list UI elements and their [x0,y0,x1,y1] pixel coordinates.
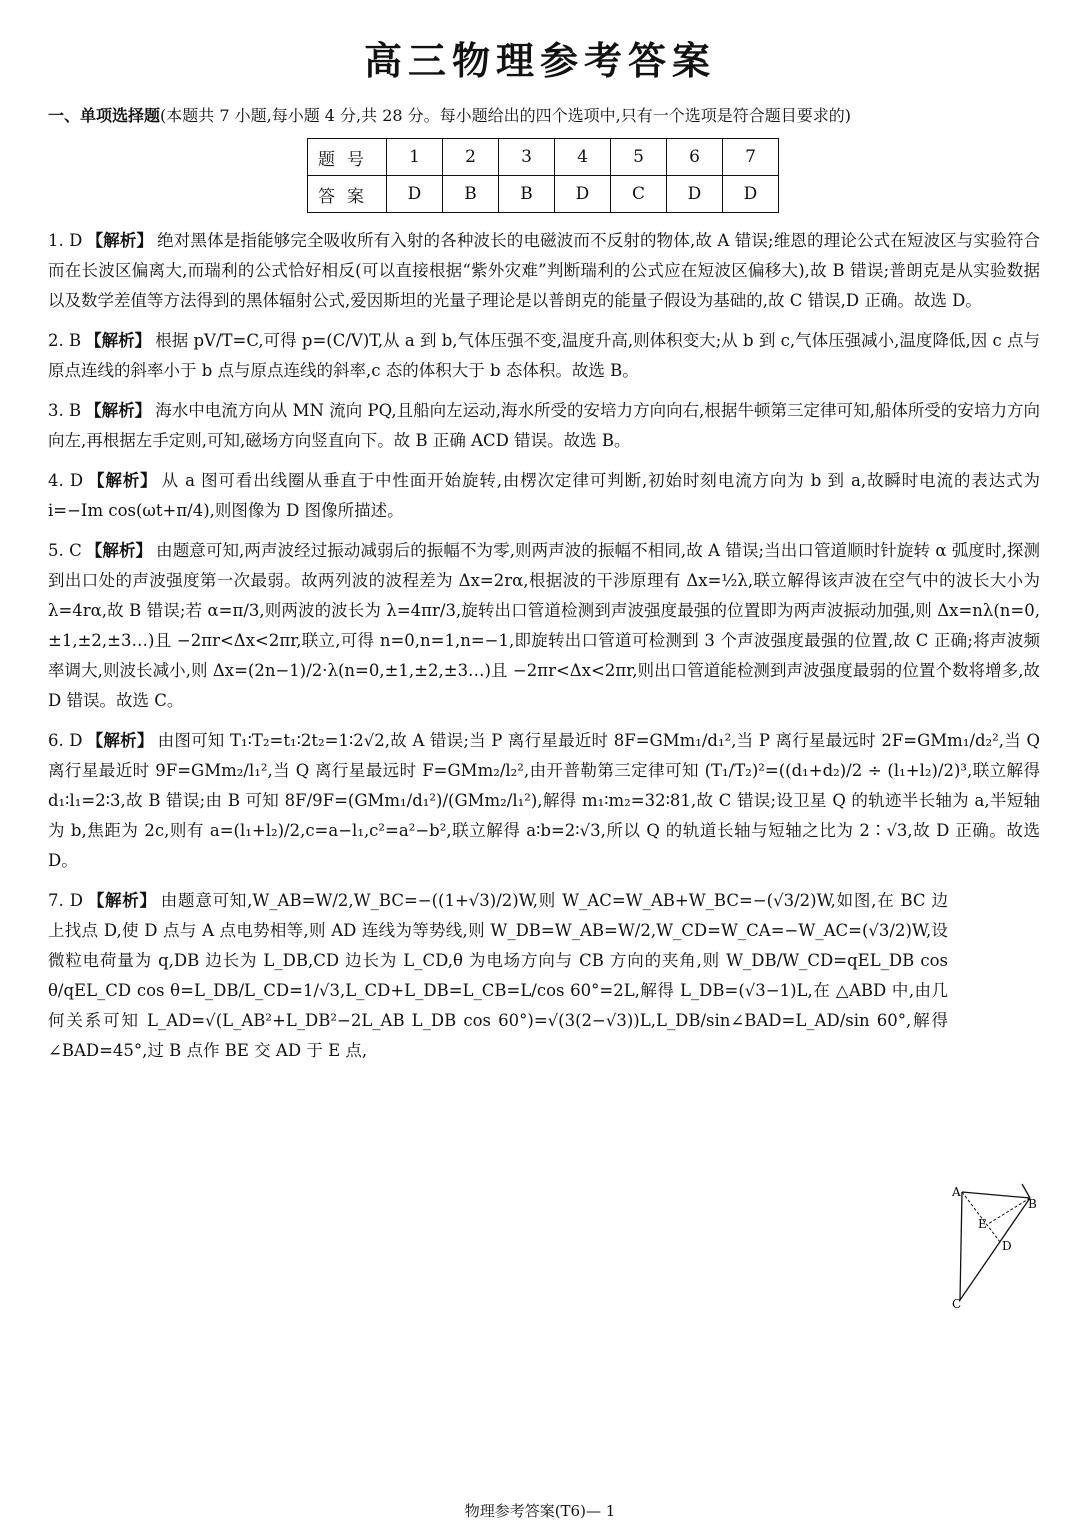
solution-item-3 [48,396,1040,456]
answer-table-cell: 2 [443,139,499,176]
answer-table-cell: B [443,176,499,213]
item-number: 1. D [48,231,83,250]
item-text: 由题意可知,W_AB=W/2,W_BC=−((1+√3)/2)W,则 W_AC=W_AB+W_BC=−(√3/2)W,如图,在 BC 边上找点 D,使 D 点与 A 点电势相等,则 AD 连线为等势线,则 W_DB=W_AB=W/2,W_CD=W_CA=−W_AC=(√3/2)W,设微粒电荷量为 q,DB 边长为 L_DB,CD 边长为 L_CD,θ 为电场方向与 CB 方向的夹角,则 W_DB/W_CD=qEL_DB cos θ/qEL_CD cos θ=L_DB/L_CD=1/√3,L_CD+L_DB=L_CB=L/cos 60°=2L,解得 L_DB=(√3−1)L,在 △ABD 中,由几何关系可知 L_AD=√(L_AB²+L_DB²−2L_AB L_DB cos 60°)=√(3(2−√3))L,L_DB/sin∠BAD=L_AD/sin 60°,解得 ∠BAD=45°,过 B 点作 BE 交 AD 于 E 点, [48,891,949,1060]
page-title: 高三物理参考答案 [363,38,716,83]
figure-label-d: D [1002,1239,1012,1253]
figure-label-b: B [1028,1197,1037,1211]
answer-table-cell: 5 [611,139,667,176]
figure-label-e: E [978,1217,987,1231]
item-text: 由题意可知,两声波经过振动减弱后的振幅不为零,则两声波的振幅不相同,故 A 错误;当出口管道顺时针旋转 α 弧度时,探测到出口处的声波强度第一次最弱。故两列波的波程差为 Δx=2rα,根据波的干涉原理有 Δx=½λ,联立解得该声波在空气中的波长大小为 λ=4rα,故 B 错误;若 α=π/3,则两波的波长为 λ=4πr/3,旋转出口管道检测到声波强度最强的位置即为两声波振动加强,则 Δx=nλ(n=0,±1,±2,±3…)且 −2πr<Δx<2πr,联立,可得 n=0,n=1,n=−1,即旋转出口管道可检测到 3 个声波强度最强的位置,故 C 正确;将声波频率调大,则波长减小,则 Δx=(2n−1)/2·λ(n=0,±1,±2,±3…)且 −2πr<Δx<2πr,则出口管道能检测到声波强度最弱的位置个数将增多,故 D 错误。故选 C。 [48,541,1040,710]
answer-table [307,138,779,213]
analysis-tag: 【解析】 [85,401,152,420]
item-number: 5. C [48,541,82,560]
solutions-list [48,226,1040,1076]
section-heading-title: 一、单项选择题 [48,106,161,125]
solution-item-7 [48,886,948,1066]
analysis-tag: 【解析】 [86,891,157,910]
solution-item-6 [48,726,1040,876]
item-number: 2. B [48,331,82,350]
item-text: 根据 pV/T=C,可得 p=(C/V)T,从 a 到 b,气体压强不变,温度升高,则体积变大;从 b 到 c,气体压强减小,温度降低,因 c 点与原点连线的斜率小于 b 点与原点连线的斜率,c 态的体积大于 b 态体积。故选 B。 [48,331,1040,380]
answer-table-cell: C [611,176,667,213]
figure-label-a: A [952,1185,961,1199]
answer-table-cell: 4 [555,139,611,176]
answer-table-cell: 6 [667,139,723,176]
item-number: 4. D [48,471,84,490]
answer-table-cell: D [723,176,779,213]
item-number: 3. B [48,401,82,420]
section-heading-note: (本题共 7 小题,每小题 4 分,共 28 分。每小题给出的四个选项中,只有一个选项是符合题目要求的) [160,106,851,125]
answer-table-cell: D [667,176,723,213]
answer-table-cell: 1 [387,139,443,176]
figure-label-c: C [952,1297,962,1310]
item-text: 海水中电流方向从 MN 流向 PQ,且船向左运动,海水所受的安培力方向向右,根据牛顿第三定律可知,船体所受的安培力方向向左,再根据左手定则,可知,磁场方向竖直向下。故 B 正确 ACD 错误。故选 B。 [48,401,1041,450]
answer-table-label: 题号 [308,139,387,176]
answer-table-row-answers [308,176,779,213]
analysis-tag: 【解析】 [86,231,154,250]
answer-table-cell: D [387,176,443,213]
answer-table-row-numbers [308,139,779,176]
item-number: 6. D [48,731,83,750]
item-text: 从 a 图可看出线圈从垂直于中性面开始旋转,由楞次定律可判断,初始时刻电流方向为 b 到 a,故瞬时电流的表达式为 i=−Im cos(ωt+π/4),则图像为 D 图像所描述。 [48,471,1041,520]
analysis-tag: 【解析】 [85,331,152,350]
item-text: 由图可知 T₁∶T₂=t₁∶2t₂=1∶2√2,故 A 错误;当 P 离行星最近时 8F=GMm₁/d₁²,当 P 离行星最远时 2F=GMm₁/d₂²,当 Q 离行星最近时 9F=GMm₂/l₁²,当 Q 离行星最远时 F=GMm₂/l₂²,由开普勒第三定律可知 (T₁/T₂)²=((d₁+d₂)/2 ÷ (l₁+l₂)/2)³,联立解得 d₁∶l₁=2∶3,故 B 错误;由 B 可知 8F/9F=(GMm₁/d₁²)/(GMm₂/l₁²),解得 m₁∶m₂=32∶81,故 C 错误;设卫星 Q 的轨迹半长轴为 a,半短轴为 b,焦距为 2c,则有 a=(l₁+l₂)/2,c=a−l₁,c²=a²−b²,联立解得 a∶b=2∶√3,所以 Q 的轨道长轴与短轴之比为 2∶√3,故 D 正确。故选 D。 [48,731,1040,870]
answer-table-cell: B [499,176,555,213]
solution-item-1 [48,226,1040,316]
answer-table-cell: 3 [499,139,555,176]
item-number: 7. D [48,891,83,910]
solution-item-2 [48,326,1040,386]
answer-table-cell: D [555,176,611,213]
triangle-figure [952,1180,1038,1310]
item-text: 绝对黑体是指能够完全吸收所有入射的各种波长的电磁波而不反射的物体,故 A 错误;维恩的理论公式在短波区与实验符合而在长波区偏离大,而瑞利的公式恰好相反(可以直接根据“紫外灾难”判断瑞利的公式应在短波区偏移大),故 B 错误;普朗克是从实验数据以及数学差值等方法得到的黑体辐射公式,爱因斯坦的光量子理论是以普朗克的能量子假设为基础的,故 C 错误,D 正确。故选 D。 [48,231,1041,310]
solution-item-4 [48,466,1040,526]
analysis-tag: 【解析】 [85,541,153,560]
section-heading [48,104,1040,128]
analysis-tag: 【解析】 [87,471,158,490]
analysis-tag: 【解析】 [86,731,154,750]
answer-table-label: 答案 [308,176,387,213]
answer-table-cell: 7 [723,139,779,176]
solution-item-5 [48,536,1040,716]
page-footer: 物理参考答案(T6)— 1 [464,1502,616,1520]
